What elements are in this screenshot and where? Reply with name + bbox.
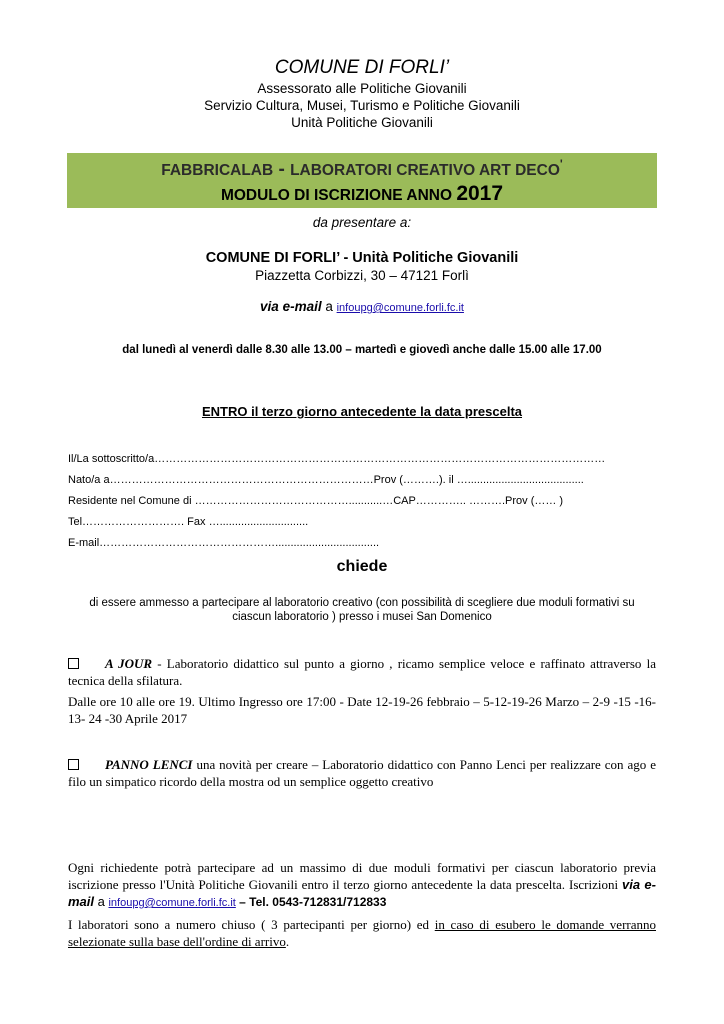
field-phone-fax[interactable]: Tel………………………. Fax …............................. — [68, 516, 309, 528]
office-name: COMUNE DI FORLI’ - Unità Politiche Giovanili — [205, 250, 519, 266]
option-a-jour-desc: - Laboratorio didattico sul punto a giorno , ricamo semplice veloce e raffinato attraverso la tecnica della sfilatura. — [68, 656, 656, 688]
request-text-1: di essere ammesso a partecipare al laboratorio creativo (con possibilità di scegliere due moduli formativi su — [89, 597, 635, 609]
email-line — [0, 299, 724, 314]
option-a-jour-name: A JOUR — [105, 656, 153, 671]
banner-subtitle: LABORATORI CREATIVO ART DECO — [290, 162, 560, 179]
footer-email-link[interactable]: infoupg@comune.forli.fc.it — [108, 897, 236, 909]
footer-p2-underlined: in caso di esubero le domande verranno selezionate sulla base dell'ordine di arrivo — [68, 917, 656, 949]
present-to-label: da presentare a: — [312, 215, 412, 230]
banner-line-1 — [67, 159, 657, 181]
header-line-2: Servizio Cultura, Musei, Turismo e Politiche Giovanili — [204, 98, 520, 113]
banner-apostrophe: ' — [559, 157, 563, 171]
footer-phone: – Tel. 0543-712831/712833 — [235, 895, 387, 909]
banner-dash: - — [273, 159, 291, 180]
request-text-2: ciascun laboratorio ) presso i musei San Domenico — [232, 611, 492, 623]
header-line-3: Unità Politiche Giovanili — [291, 115, 433, 130]
header-line-1: Assessorato alle Politiche Giovanili — [257, 81, 467, 96]
field-email[interactable]: E-mail………………………………………….................................. — [68, 537, 380, 549]
footer-paragraph-1 — [68, 859, 656, 912]
banner-brand: FABBRICALAB — [161, 162, 274, 179]
option-panno-lenci-name: PANNO LENCI — [105, 757, 193, 772]
email-link[interactable]: infoupg@comune.forli.fc.it — [336, 302, 464, 314]
page-title: COMUNE DI FORLI’ — [274, 57, 450, 78]
option-panno-lenci — [68, 756, 656, 790]
office-address: Piazzetta Corbizzi, 30 – 47121 Forlì — [255, 268, 469, 283]
deadline-note: ENTRO il terzo giorno antecedente la data prescelta — [201, 404, 523, 419]
banner-line-2 — [67, 182, 657, 206]
option-a-jour-schedule: Dalle ore 10 alle ore 19. Ultimo Ingresso ore 17:00 - Date 12-19-26 febbraio – 5-12-19-26 Marzo – 2-9 -15 -16- 13- 24 -30 Aprile 2017 — [68, 694, 656, 726]
banner-form-label: MODULO DI ISCRIZIONE ANNO — [220, 187, 457, 204]
banner-year: 2017 — [456, 182, 504, 205]
field-name[interactable]: Il/La sottoscritto/a…………………………………………………………………………………………………………… — [68, 453, 606, 465]
option-panno-lenci-desc: una novità per creare – Laboratorio didattico con Panno Lenci per realizzare con ago e filo un simpatico ricordo della mostra od un semplice oggetto creativo — [68, 757, 656, 789]
field-residence[interactable]: Residente nel Comune di ……………………………………...........…CAP………….. ……….Prov (…… ) — [68, 495, 564, 507]
checkbox-a-jour[interactable] — [68, 658, 79, 669]
email-a: a — [321, 299, 337, 314]
office-hours: dal lunedì al venerdì dalle 8.30 alle 13.00 – martedì e giovedì anche dalle 15.00 alle 17.00 — [122, 344, 602, 356]
checkbox-panno-lenci[interactable] — [68, 759, 79, 770]
option-a-jour — [68, 655, 656, 689]
footer-paragraph-2 — [68, 916, 656, 950]
field-birth[interactable]: Nato/a a………………………………………………………………Prov (……….). il …...................................... — [68, 474, 584, 486]
footer-p2-text: I laboratori sono a numero chiuso ( 3 partecipanti per giorno) ed — [68, 917, 435, 932]
request-heading: chiede — [336, 558, 388, 575]
footer-email-a: a — [94, 894, 109, 909]
footer-p2-end: . — [285, 934, 290, 949]
footer-p1-text: Ogni richiedente potrà partecipare ad un massimo di due moduli formativi per ciascun laboratorio previa iscrizione presso l'Unità Politiche Giovanili entro il terzo giorno antecedente la data prescelta. Iscrizioni — [68, 860, 656, 892]
title-banner — [67, 153, 657, 208]
footer-via-email: via e-mail — [68, 877, 656, 909]
via-email-label: via e-mail — [260, 299, 322, 314]
